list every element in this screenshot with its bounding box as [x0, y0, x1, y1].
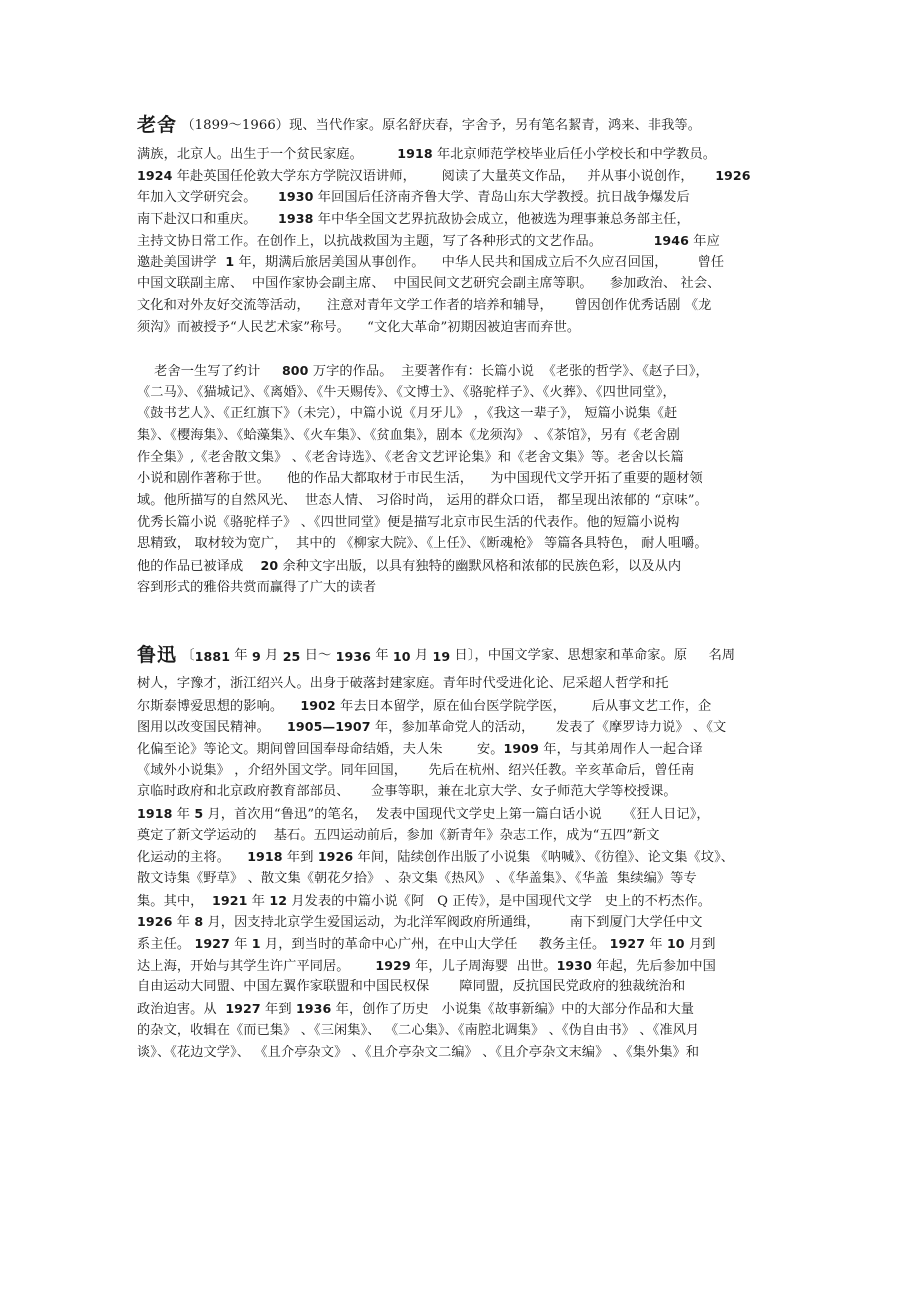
text-line [137, 251, 782, 273]
text-line [137, 577, 782, 599]
text-line [137, 403, 782, 425]
text-run: 年 [229, 937, 252, 953]
text-run: 政治迫害。从 [137, 1002, 226, 1018]
text-run: 中国文联副主席、 中国作家协会副主席、 中国民间文艺研究会副主席等职。 参加政治、 社会、 [137, 276, 721, 292]
document-body [137, 112, 782, 1063]
numeral: 1926 [137, 914, 173, 930]
numeral: 1946 [653, 232, 690, 248]
text-run: 京临时政府和北京政府教育部部员、 佥事等职，兼在北京大学、女子师范大学等校授课。 [137, 784, 677, 800]
text-line [137, 533, 782, 555]
text-line [137, 846, 782, 868]
text-run: 年去日本留学，原在仙台医学院学医， 后从事文艺工作，企 [335, 698, 712, 714]
text-run: 年 [172, 806, 195, 822]
text-run: 月，到当时的革命中心广州，在中山大学任 教务主任。 [260, 937, 610, 953]
text-run: 文化和对外友好交流等活动， 注意对青年文学工作者的培养和辅导， 曾因创作优秀话剧 《龙 [137, 297, 712, 313]
text-run: 散文诗集《野草》 、散文集《朝花夕拾》 、杂文集《热风》 、《华盖集》、《华盖 集续编》等专 [137, 871, 697, 887]
numeral: 1909 [503, 740, 539, 756]
text-run: 《二马》、《猫城记》、《离婚》、《牛天赐传》、《文博士》、《骆驼样子》、《火葬》、《四世同堂》， [137, 384, 676, 400]
text-line [137, 868, 782, 890]
text-run: 南下赴汉口和重庆。 [137, 212, 279, 228]
author-name: 老舍 [137, 114, 178, 136]
text-run: 集。其中， [137, 893, 213, 909]
heading-text: 月 [410, 647, 433, 663]
text-run: 须沟》而被授予“人民艺术家”称号。 “文化大革命”初期因被迫害而弃世。 [137, 319, 581, 335]
text-run: 年到 [282, 850, 318, 866]
paragraph-laoshe-bio [137, 112, 782, 338]
numeral: 1927 [609, 936, 646, 952]
text-line [137, 716, 782, 738]
text-run: 余种文字出版，以具有独特的幽默风格和浓郁的民族色彩，以及从内 [278, 559, 682, 575]
text-run: 年，创作了历史 小说集《故事新编》中的大部分作品和大量 [331, 1002, 695, 1018]
text-run: 年北京师范学校毕业后任小学校长和中学教员。 [432, 147, 717, 162]
text-run: 年，儿子周海婴 出世。 [410, 958, 557, 974]
numeral: 19 [432, 648, 451, 664]
heading-text: 日〕，中国文学家、思想家和革命家。原 名周 [450, 647, 736, 663]
text-run: 奠定了新文学运动的 基石。五四运动前后，参加《新青年》杂志工作，成为“五四”新文 [137, 827, 660, 843]
numeral: 10 [392, 648, 411, 664]
numeral: 10 [666, 936, 685, 952]
text-run: 年赴英国任伦敦大学东方学院汉语讲师， 阅读了大量英文作品， 并从事小说创作， [172, 168, 716, 184]
numeral: 1938 [278, 211, 314, 227]
numeral: 12 [269, 892, 288, 908]
text-line [137, 317, 782, 339]
paragraph-spacer [137, 338, 782, 360]
numeral: 1905—1907 [287, 719, 371, 735]
text-line [137, 230, 782, 252]
text-line [137, 555, 782, 577]
numeral: 800 [281, 362, 309, 378]
numeral: 1 [251, 936, 261, 952]
text-run: 尔斯泰博爱思想的影响。 [137, 698, 301, 714]
numeral: 5 [194, 805, 204, 821]
text-line [137, 955, 782, 977]
text-line [137, 490, 782, 512]
text-run: 《鼓书艺人》、《正红旗下》（未完），中篇小说《月牙儿》 ，《我这一辈子》， 短篇小说集《赶 [137, 406, 678, 422]
numeral: 8 [194, 914, 204, 930]
section-heading-line [137, 642, 782, 668]
text-run: 的杂文，收辑在《而已集》 、《三闲集》、 《二心集》、《南腔北调集》 、《伪自由书》 、《准风月 [137, 1022, 700, 1038]
text-line [137, 825, 782, 847]
numeral: 1926 [317, 849, 354, 865]
text-run: 月发表的中篇小说《阿 Q 正传》，是中国现代文学 史上的不朽杰作。 [287, 893, 712, 909]
numeral: 1921 [212, 892, 248, 908]
text-run: 容到形式的雅俗共赏而赢得了广大的读者 [137, 579, 377, 595]
numeral: 25 [282, 648, 301, 664]
paragraph-luxun-bio [137, 642, 782, 1063]
numeral: 9 [251, 648, 261, 664]
heading-text: （1899～1966）现、当代作家。原名舒庆春，字舍予，另有笔名絜青，鸿来、非我等。 [181, 118, 702, 133]
text-run: 思精致， 取材较为宽广， 其中的 《柳家大院》、《上任》、《断魂枪》 等篇各具特色， 耐人咀嚼。 [137, 536, 708, 552]
text-run: 年应 [689, 233, 720, 249]
numeral: 1918 [137, 805, 173, 821]
text-run: 系主任。 [137, 937, 195, 953]
heading-text: 〔 [181, 647, 195, 663]
text-run: 年起，先后参加中国 [592, 958, 716, 974]
numeral: 1930 [556, 957, 593, 973]
text-line [137, 933, 782, 955]
text-run: 图用以改变国民精神。 [137, 720, 288, 736]
numeral: 20 [260, 558, 279, 574]
heading-text: 年 [371, 647, 393, 663]
paragraph-laoshe-works [137, 360, 782, 599]
text-line [137, 998, 782, 1020]
text-run: 作全集》,《老舍散文集》 、《老舍诗选》、《老舍文艺评论集》和《老舍文集》等。老舍以长篇 [137, 449, 684, 465]
text-run: 年 [247, 893, 270, 909]
numeral: 1924 [137, 167, 173, 183]
numeral: 1918 [397, 146, 433, 161]
text-run: 年回国后任济南齐鲁大学、青岛山东大学教授。抗日战争爆发后 [313, 190, 690, 206]
heading-text: 年 [230, 647, 252, 663]
text-run: 化运动的主将。 [137, 850, 248, 866]
text-line [137, 890, 782, 912]
section-heading-line [137, 112, 782, 138]
text-line [137, 695, 782, 717]
text-run: 树人，字豫才，浙江绍兴人。出身于破落封建家庭。青年时代受进化论、尼采超人哲学和托 [137, 675, 669, 691]
text-line [137, 447, 782, 469]
numeral: 1927 [194, 936, 230, 952]
text-run: 万字的作品。 主要著作有：长篇小说 《老张的哲学》、《赵子曰》， [308, 363, 709, 379]
numeral: 1929 [375, 957, 411, 973]
text-line [137, 165, 782, 187]
numeral: 1918 [247, 849, 283, 865]
text-line [137, 1020, 782, 1042]
text-run: 年加入文学研究会。 [137, 190, 279, 206]
text-line [137, 273, 782, 295]
text-line [137, 382, 782, 404]
text-run: 《域外小说集》 ，介绍外国文学。同年回国， 先后在杭州、绍兴任教。辛亥革命后，曾任南 [137, 762, 695, 778]
text-run: 年到 [260, 1002, 296, 1018]
text-run: 谈》、《花边文学》、 《且介亭杂文》 、《且介亭杂文二编》 、《且介亭杂文末编》 、《集外集》和 [137, 1044, 700, 1060]
text-run: 主持文协日常工作。在创作上，以抗战救国为主题，写了各种形式的文艺作品。 [137, 233, 654, 249]
text-line [137, 976, 782, 998]
text-run: 年中华全国文艺界抗敌协会成立，他被选为理事兼总务部主任， [313, 212, 690, 228]
text-run: 自由运动大同盟、中国左翼作家联盟和中国民权保 障同盟，反抗国民党政府的独裁统治和 [137, 979, 686, 995]
text-run: 化偏至论》等论文。期间曾回国奉母命结婚，夫人朱 安。 [137, 741, 504, 757]
text-run: 月，首次用“鲁迅”的笔名， 发表中国现代文学史上第一篇白话小说 《狂人日记》， [203, 806, 710, 822]
text-run: 年 [172, 915, 195, 931]
numeral: 1936 [295, 1001, 332, 1017]
text-run: 优秀长篇小说《骆驼样子》 、《四世同堂》便是描写北京市民生活的代表作。他的短篇小说构 [137, 514, 680, 530]
text-run: 月，因支持北京学生爱国运动，为北洋军阀政府所通缉， 南下到厦门大学任中文 [203, 915, 703, 931]
text-run: 小说和剧作著称于世。 他的作品大都取材于市民生活， 为中国现代文学开拓了重要的题材领 [137, 471, 703, 487]
numeral: 1902 [300, 697, 336, 713]
text-line [137, 425, 782, 447]
text-run: 月到 [684, 937, 716, 953]
text-run: 满族，北京人。出生于一个贫民家庭。 [137, 147, 398, 162]
text-line [137, 143, 782, 165]
numeral: 1 [225, 254, 235, 270]
text-line [137, 738, 782, 760]
text-run: 域。他所描写的自然风光、 世态人情、 习俗时尚， 运用的群众口语， 都呈现出浓郁的 “京味”。 [137, 493, 708, 508]
numeral: 1936 [335, 648, 372, 664]
text-line [137, 512, 782, 534]
text-run: 达上海，开始与其学生许广平同居。 [137, 958, 376, 974]
heading-text: 日～ [300, 647, 336, 663]
text-line [137, 1042, 782, 1064]
text-line [137, 360, 782, 382]
text-run: 年 [645, 937, 667, 953]
numeral: 1927 [225, 1001, 261, 1017]
text-run: 年间，陆续创作出版了小说集 《呐喊》、《彷徨》、论文集《坟》、 [353, 850, 735, 866]
numeral: 1930 [278, 189, 314, 205]
text-line [137, 295, 782, 317]
text-run: 集》、《樱海集》、《蛤藻集》、《火车集》、《贫血集》，剧本《龙须沟》 、《茶馆》，另有《老舍剧 [137, 427, 680, 443]
text-line [137, 186, 782, 208]
text-run: 年，期满后旅居美国从事创作。 中华人民共和国成立后不久应召回国， 曾任 [234, 255, 725, 271]
text-line [137, 468, 782, 490]
text-run: 老舍一生写了约计 [137, 363, 282, 379]
text-line [137, 208, 782, 230]
text-run: 他的作品已被译成 [137, 559, 261, 575]
text-line [137, 673, 782, 695]
section-spacer [137, 598, 782, 641]
heading-text: 月 [260, 647, 283, 663]
text-run: 年，与其弟周作人一起合译 [538, 741, 703, 757]
numeral: 1881 [194, 648, 231, 664]
text-line [137, 760, 782, 782]
text-line [137, 781, 782, 803]
text-run: 年，参加革命党人的活动， 发表了《摩罗诗力说》 、《文 [370, 720, 727, 736]
text-line [137, 911, 782, 933]
text-run: 邀赴美国讲学 [137, 255, 226, 271]
text-line [137, 803, 782, 825]
numeral: 1926 [715, 167, 751, 183]
author-name: 鲁迅 [137, 643, 178, 666]
